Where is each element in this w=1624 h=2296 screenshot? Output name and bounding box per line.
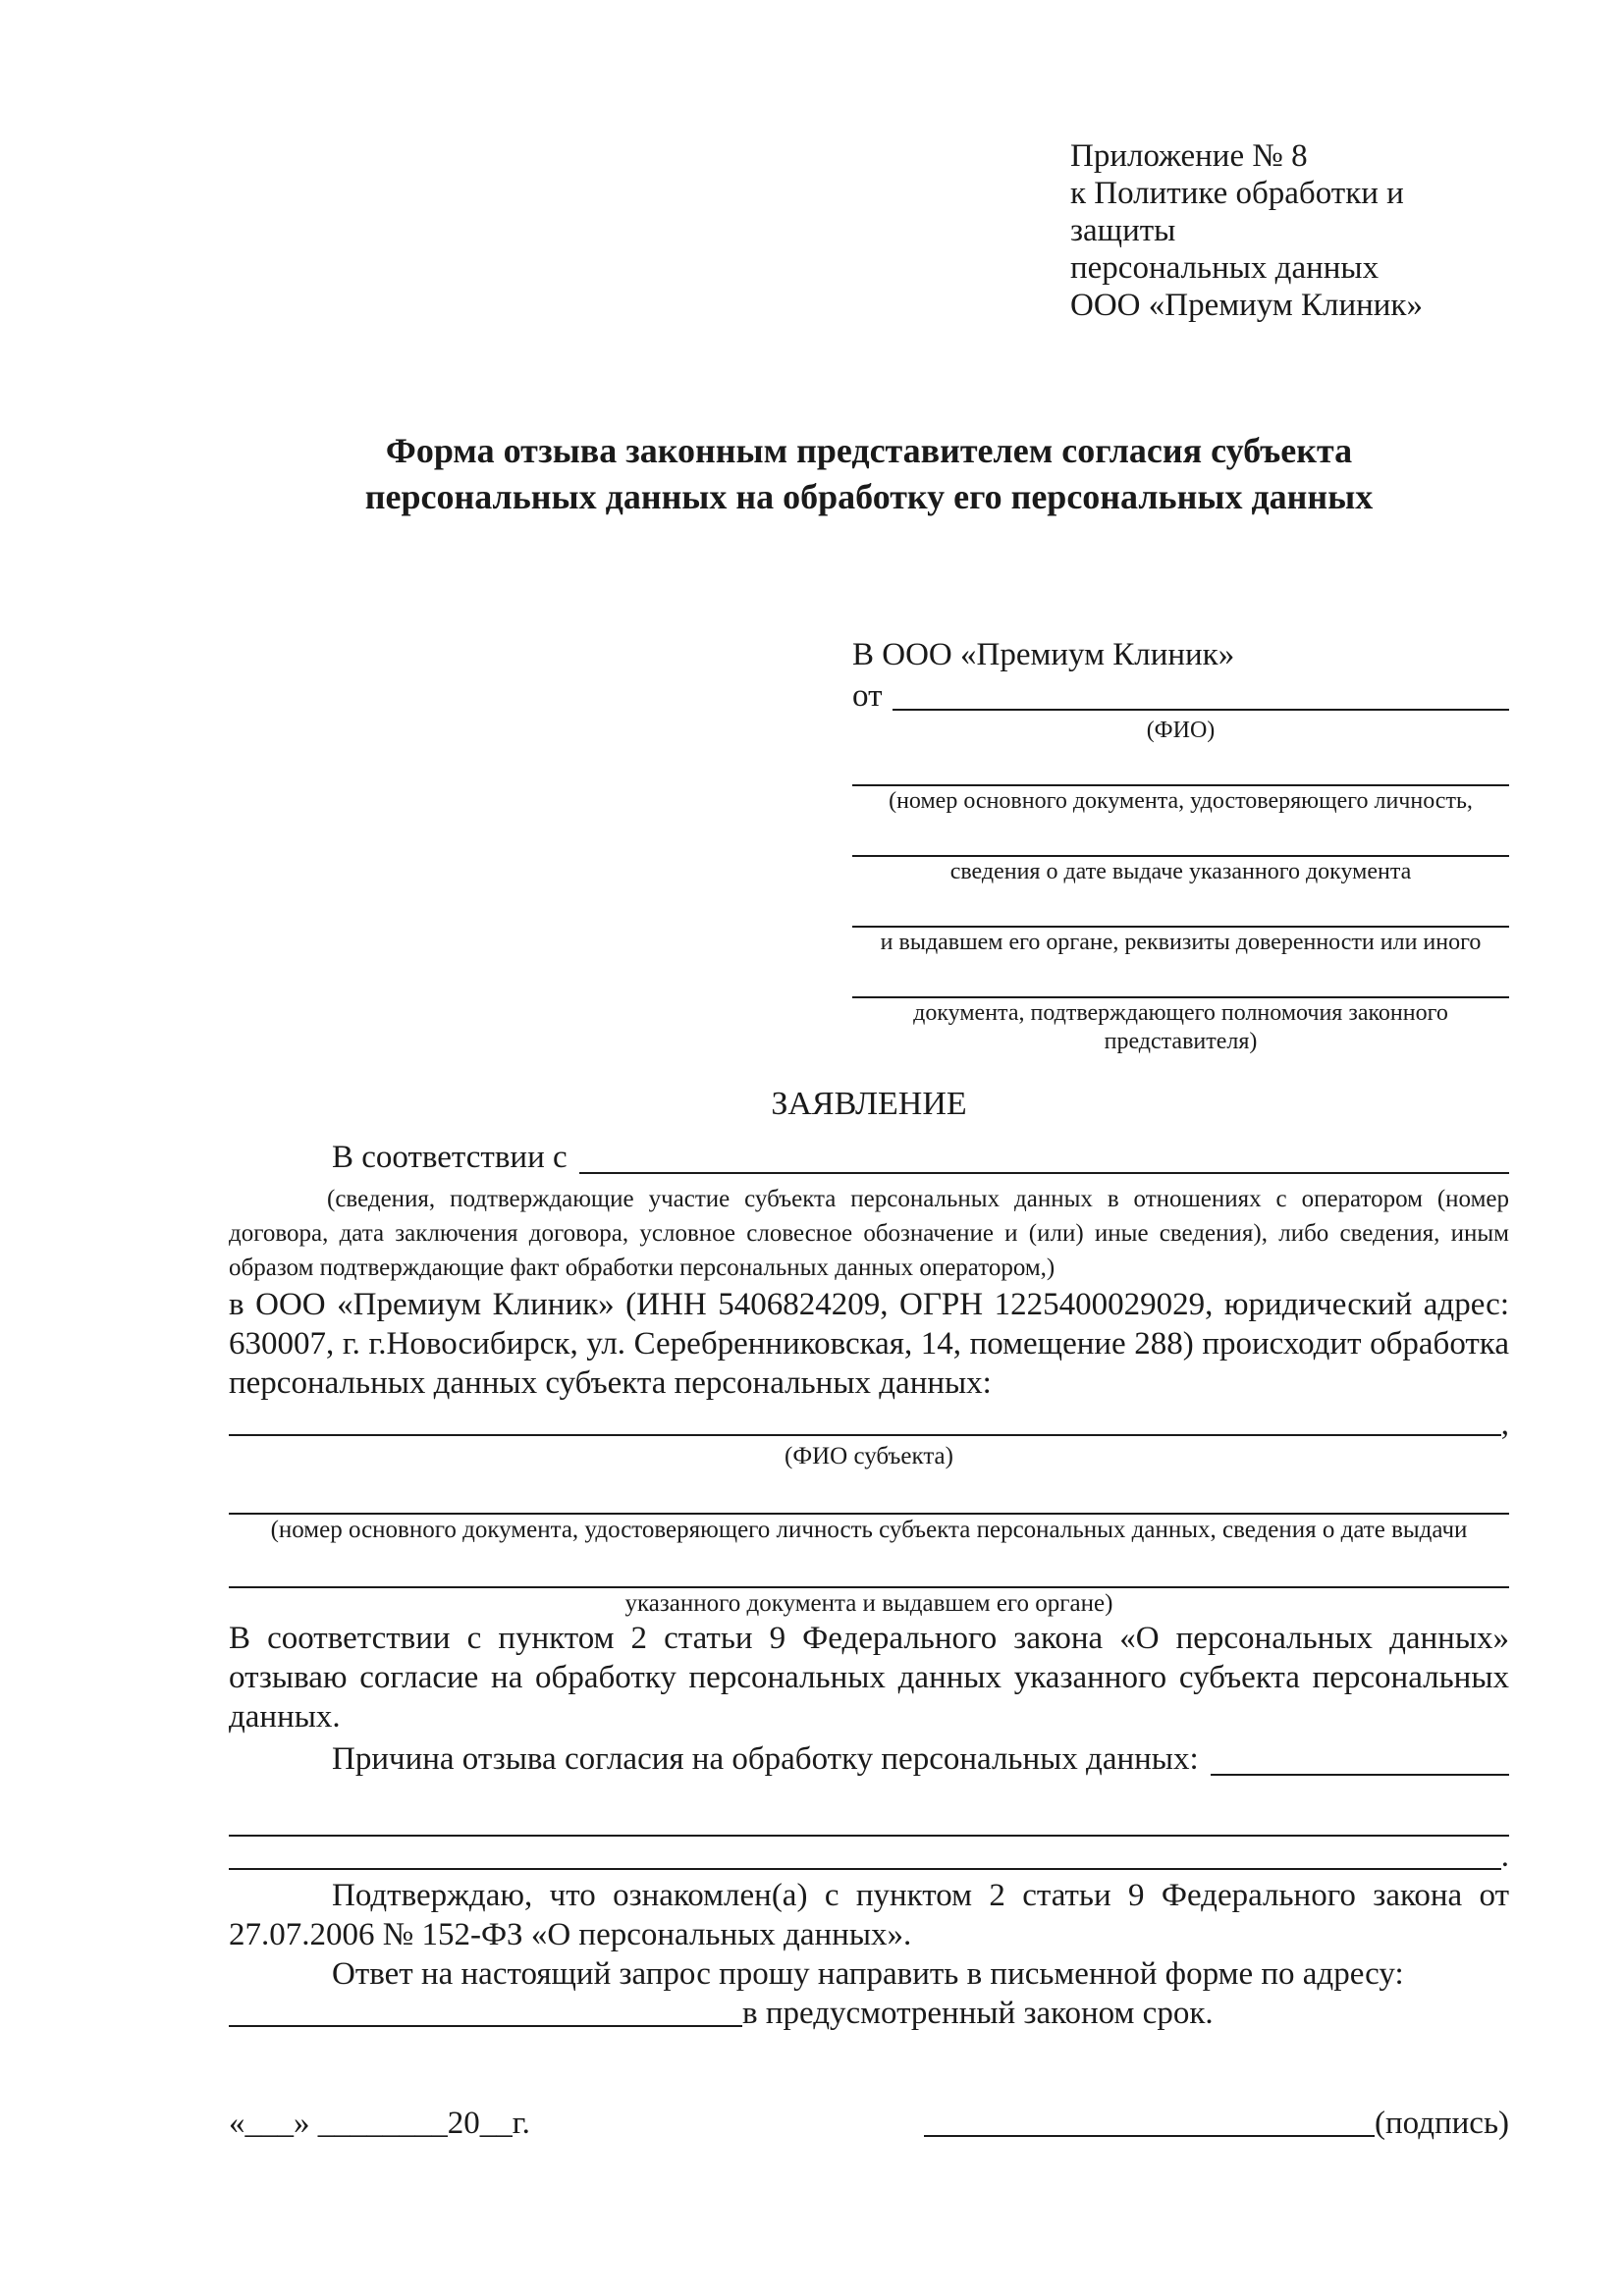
issue-date-blank-line xyxy=(852,816,1509,857)
appendix-line-2: к Политике обработки и защиты xyxy=(1070,176,1404,248)
reason-label: Причина отзыва согласия на обработку персональных данных: xyxy=(332,1741,1199,1777)
subject-document-caption-2: указанного документа и выдавшем его органе) xyxy=(624,1590,1113,1617)
appendix-line-1: Приложение № 8 xyxy=(1070,138,1308,174)
subject-document-blank-line-2 xyxy=(229,1545,1509,1588)
reason-blank-line-3 xyxy=(229,1868,1501,1870)
statement-heading: ЗАЯВЛЕНИЕ xyxy=(771,1086,967,1122)
confirmation-paragraph: Подтверждаю, что ознакомлен(а) с пунктом 2 статьи 9 Федерального закона от 27.07.2006 № 152-ФЗ «О персональных данных». xyxy=(229,1878,1509,1952)
appendix-line-3: персональных данных xyxy=(1070,250,1380,286)
period-text: . xyxy=(1500,1839,1509,1874)
document-title-line-1: Форма отзыва законным представителем согласия субъекта xyxy=(385,431,1353,470)
appendix-header xyxy=(1070,137,1509,324)
reason-end-row xyxy=(229,1837,1509,1876)
withdrawal-paragraph: В соответствии с пунктом 2 статьи 9 Федерального закона «О персональных данных» отзываю согласие на обработку персональных данных указанного субъекта персональных данных. xyxy=(229,1621,1509,1735)
signature-caption: (подпись) xyxy=(1375,2106,1509,2141)
subject-document-caption-1: (номер основного документа, удостоверяющего личность субъекта персональных данных, сведения о дате выдачи xyxy=(270,1517,1468,1543)
reply-address-row xyxy=(229,1994,1509,2033)
issuing-authority-caption: и выдавшем его органе, реквизиты доверенности или иного xyxy=(880,930,1482,955)
signature-block xyxy=(924,2104,1509,2143)
reason-row xyxy=(229,1736,1509,1782)
document-number-caption: (номер основного документа, удостоверяющего личность, xyxy=(889,788,1473,814)
basis-caption: (сведения, подтверждающие участие субъекта персональных данных в отношениях с оператором (номер договора, дата заключения договора, условное словесное обозначение и (или) иные сведения), либо сведения, иным образом подтверждающие факт обработки персональных данных оператором,) xyxy=(229,1186,1509,1281)
footer-row xyxy=(229,2104,1509,2143)
document-title xyxy=(229,428,1509,520)
reason-blank-line-2 xyxy=(229,1782,1509,1837)
fio-caption: (ФИО) xyxy=(1146,718,1216,743)
from-label: от xyxy=(852,678,883,714)
reply-tail-text: в предусмотренный законом срок. xyxy=(742,1996,1214,2031)
issue-date-caption: сведения о дате выдаче указанного документа xyxy=(949,859,1412,884)
operator-paragraph: в ООО «Премиум Клиник» (ИНН 5406824209, ОГРН 1225400029029, юридический адрес: 630007, г. г.Новосибирск, ул. Серебренниковская, 14, помещение 288) происходит обработка персональных данных субъекта персональных данных: xyxy=(229,1287,1509,1401)
subject-fio-caption: (ФИО субъекта) xyxy=(785,1443,953,1469)
issuing-authority-blank-line xyxy=(852,886,1509,928)
document-title-line-2: персональных данных на обработку его персональных данных xyxy=(364,477,1374,516)
reply-address-blank-line xyxy=(229,2025,742,2027)
comma-text: , xyxy=(1500,1407,1509,1442)
subject-fio-row xyxy=(229,1407,1509,1442)
subject-fio-blank-line xyxy=(229,1434,1501,1436)
in-accordance-blank-line xyxy=(579,1172,1509,1174)
from-blank-line xyxy=(893,709,1510,711)
representative-authority-blank-line xyxy=(852,957,1509,998)
appendix-line-4: ООО «Премиум Клиник» xyxy=(1070,288,1423,323)
addressee-to: В ООО «Премиум Клиник» xyxy=(852,637,1235,672)
representative-authority-caption: документа, подтверждающего полномочия законного представителя) xyxy=(913,1000,1448,1054)
in-accordance-row xyxy=(229,1135,1509,1180)
addressee-block xyxy=(852,634,1509,1056)
in-accordance-label: В соответствии с xyxy=(332,1140,568,1175)
addressee-from-row xyxy=(852,675,1509,717)
date-line: «___» ________20__г. xyxy=(229,2106,530,2141)
signature-blank-line xyxy=(924,2135,1375,2137)
reply-request-paragraph: Ответ на настоящий запрос прошу направить в письменной форме по адресу: xyxy=(332,1956,1404,1992)
subject-document-blank-line xyxy=(229,1471,1509,1515)
document-number-blank-line xyxy=(852,745,1509,786)
reason-blank-line xyxy=(1211,1774,1509,1776)
